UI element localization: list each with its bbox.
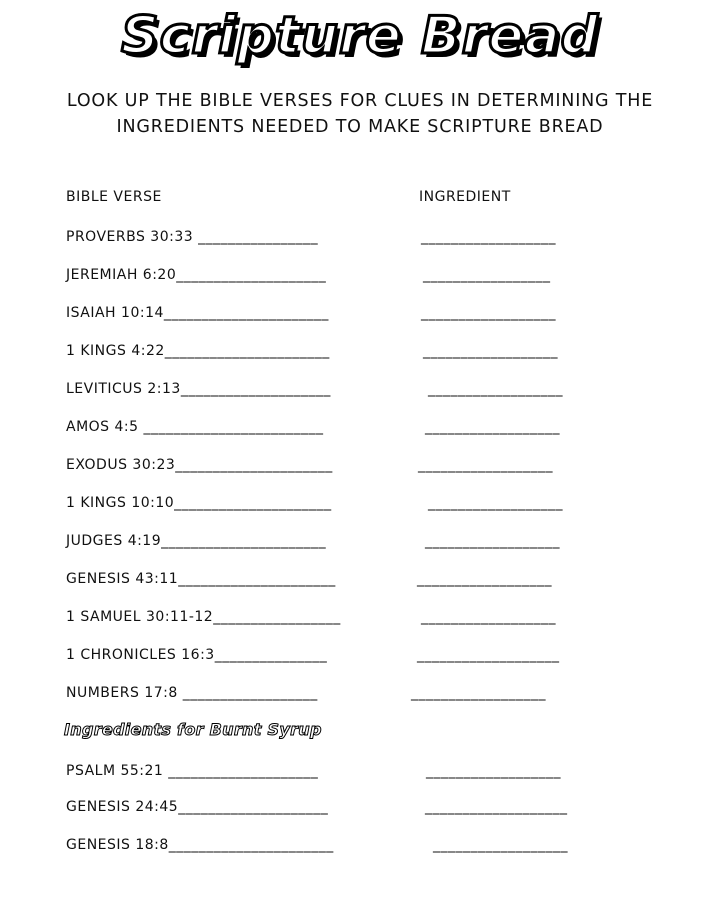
verse-reference: PSALM 55:21 ____________________ (66, 763, 319, 779)
verse-reference: LEVITICUS 2:13____________________ (66, 381, 331, 397)
list-item (0, 647, 720, 667)
instructions-line: LOOK UP THE BIBLE VERSES FOR CLUES IN DETERMINING THE (66, 91, 654, 111)
list-item (0, 419, 720, 439)
list-item (0, 305, 720, 325)
verse-reference: PROVERBS 30:33 ________________ (66, 229, 319, 245)
verse-reference: GENESIS 24:45____________________ (66, 799, 329, 815)
list-item (0, 457, 720, 477)
list-item (0, 571, 720, 591)
list-item (0, 267, 720, 287)
answer-blank: __________________ (421, 229, 556, 245)
list-item (0, 799, 720, 819)
verse-reference: JUDGES 4:19______________________ (66, 533, 327, 549)
instructions (20, 88, 700, 140)
answer-blank: __________________ (411, 685, 546, 701)
list-item (0, 381, 720, 401)
answer-blank: __________________ (421, 305, 556, 321)
answer-blank: __________________ (428, 495, 563, 511)
verse-reference: EXODUS 30:23_____________________ (66, 457, 333, 473)
answer-blank: __________________ (423, 343, 558, 359)
verse-reference: 1 SAMUEL 30:11-12_________________ (66, 609, 341, 625)
answer-blank: ___________________ (417, 647, 560, 663)
list-item (0, 533, 720, 553)
answer-blank: __________________ (418, 457, 553, 473)
verse-reference: 1 CHRONICLES 16:3_______________ (66, 647, 328, 663)
answer-blank: __________________ (425, 419, 560, 435)
column-header-bible-verse: BIBLE VERSE (66, 189, 162, 205)
page-title: Scripture Bread (121, 6, 599, 66)
answer-blank: __________________ (425, 533, 560, 549)
section-heading-burnt-syrup: Ingredients for Burnt Syrup (64, 720, 322, 739)
verse-reference: ISAIAH 10:14______________________ (66, 305, 329, 321)
verse-reference: 1 KINGS 10:10_____________________ (66, 495, 332, 511)
list-item (0, 229, 720, 249)
verse-reference: JEREMIAH 6:20____________________ (66, 267, 327, 283)
answer-blank: __________________ (417, 571, 552, 587)
verse-reference: 1 KINGS 4:22______________________ (66, 343, 330, 359)
list-item (0, 609, 720, 629)
verse-reference: GENESIS 43:11_____________________ (66, 571, 336, 587)
verse-reference: GENESIS 18:8______________________ (66, 837, 334, 853)
instructions-line: INGREDIENTS NEEDED TO MAKE SCRIPTURE BREAD (116, 117, 604, 137)
answer-blank: __________________ (421, 609, 556, 625)
verse-reference: AMOS 4:5 ________________________ (66, 419, 324, 435)
verse-reference: NUMBERS 17:8 __________________ (66, 685, 318, 701)
answer-blank: __________________ (426, 763, 561, 779)
list-item (0, 763, 720, 783)
list-item (0, 343, 720, 363)
answer-blank: ___________________ (425, 799, 568, 815)
answer-blank: __________________ (428, 381, 563, 397)
list-item (0, 495, 720, 515)
list-item (0, 685, 720, 705)
answer-blank: _________________ (423, 267, 551, 283)
list-item (0, 837, 720, 857)
answer-blank: __________________ (433, 837, 568, 853)
column-header-ingredient: INGREDIENT (419, 189, 511, 205)
